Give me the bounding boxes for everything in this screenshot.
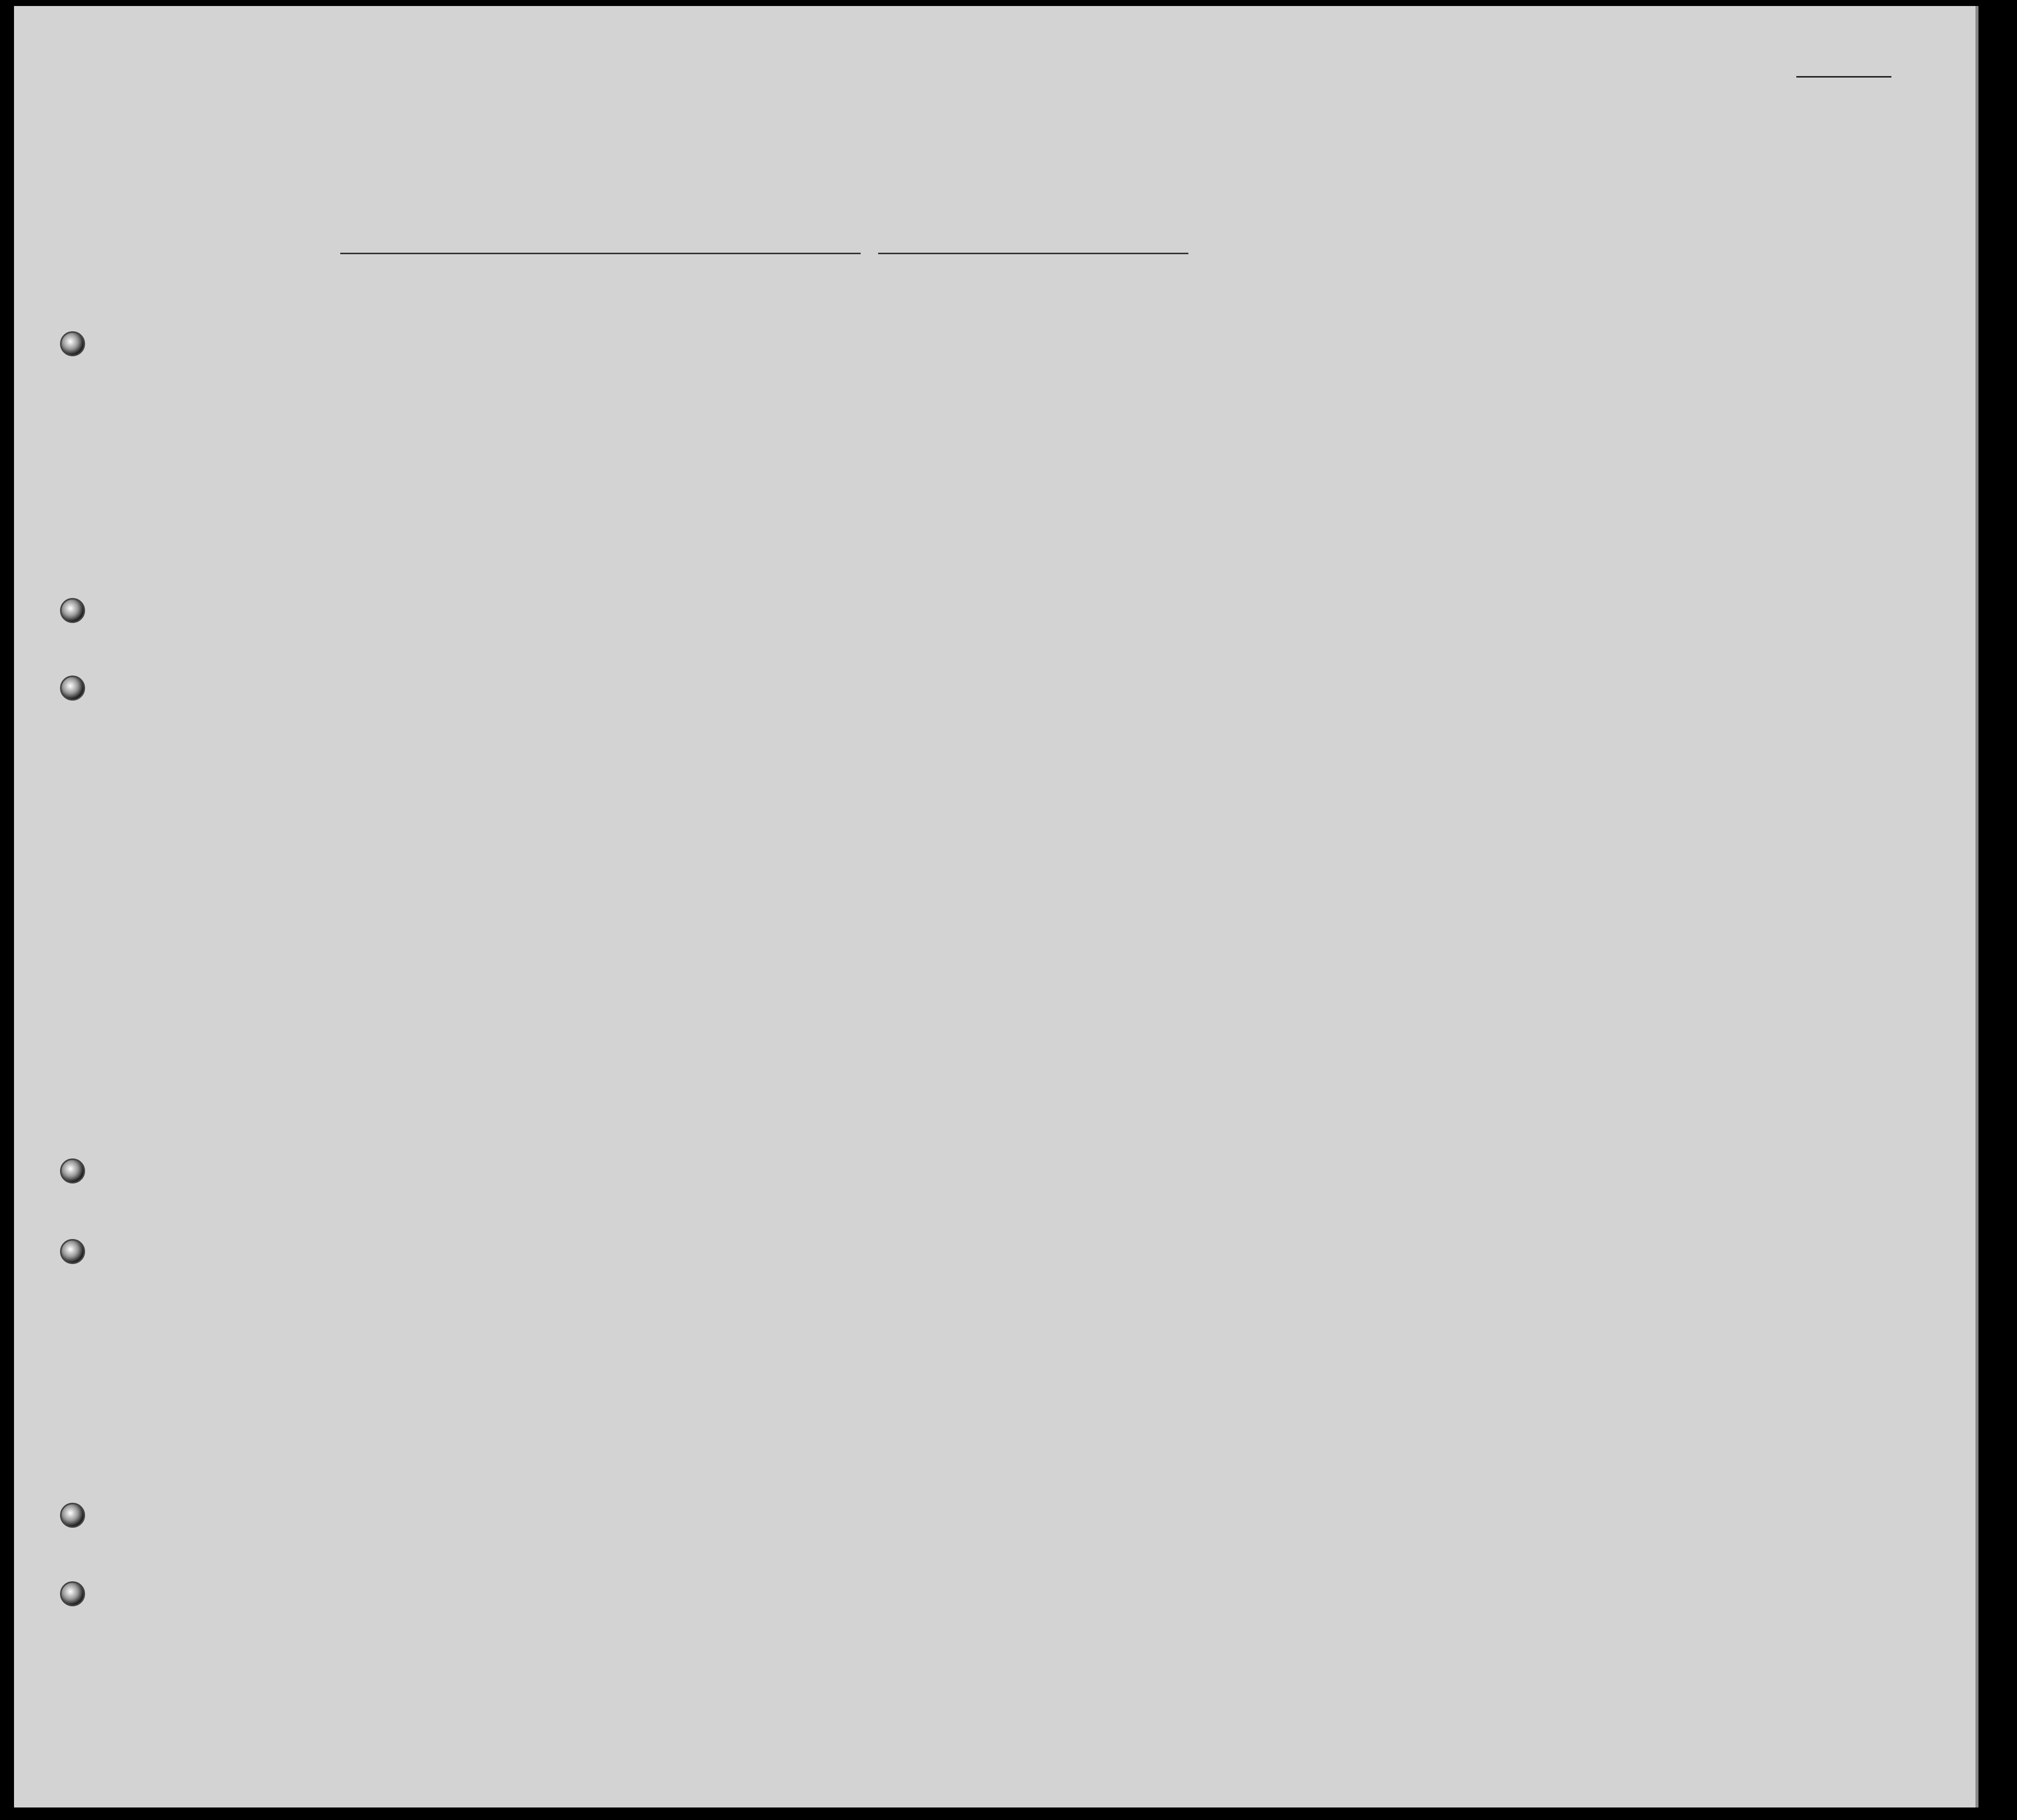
punch-hole: [60, 1158, 85, 1183]
header-purpose-return: [1142, 330, 1177, 438]
header-purpose-citizen: [1258, 330, 1288, 438]
header-polygamist: [1331, 313, 1346, 438]
punch-hole: [60, 1581, 85, 1606]
punch-hole: [60, 676, 85, 701]
header-fifty-dollars: [707, 306, 735, 439]
date-underline: [878, 228, 1188, 254]
manifest-grid: [104, 270, 1961, 1649]
header-labor-offer: [1434, 313, 1474, 438]
punch-hole: [60, 1239, 85, 1264]
header-purpose-length: [1201, 330, 1231, 438]
punch-hole: [60, 598, 85, 623]
punch-hole: [60, 331, 85, 356]
list-value: [1796, 76, 1891, 78]
header-feet: [1643, 390, 1663, 435]
header-ticket: [586, 306, 614, 439]
punch-hole: [60, 1503, 85, 1528]
header-inches: [1664, 390, 1684, 435]
header-deported: [1479, 313, 1514, 438]
header-anarchist: [1359, 313, 1374, 438]
header-prison: [1293, 313, 1323, 438]
port-underline: [340, 228, 861, 254]
header-overthrow: [1382, 313, 1430, 438]
